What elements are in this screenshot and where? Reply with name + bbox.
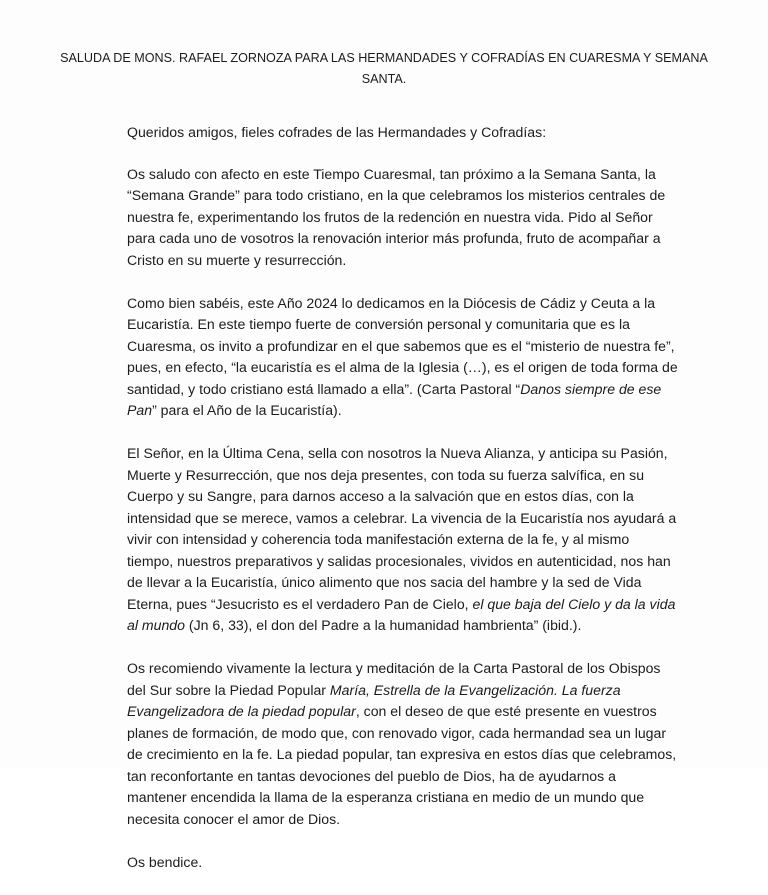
paragraph-3	[127, 443, 679, 637]
paragraph-4	[127, 658, 679, 830]
paragraph-2	[127, 293, 679, 422]
paragraph-4-text-b: , con el deseo de que esté presente en vuestros planes de formación, de modo que, con renovado vigor, cada hermandad sea un lugar de crecimiento en la fe. La piedad popular, tan expresiva en estos días que celebramos, tan reconfortante en tantas devociones del pueblo de Dios, ha de ayudarnos a mantener encendida la llama de la esperanza cristiana en medio de un mundo que necesita conocer el amor de Dios.	[127, 703, 677, 827]
paragraph-3-italic: el que baja del Cielo y da la vida al mundo	[127, 595, 676, 633]
paragraph-3-text-b: (Jn 6, 33), el don del Padre a la humanidad hambrienta” (ibid.).	[184, 617, 582, 633]
paragraph-2-italic: Danos siempre de ese Pan	[127, 380, 662, 418]
document-title: SALUDA DE MONS. RAFAEL ZORNOZA PARA LAS HERMANDADES Y COFRADÍAS EN CUARESMA Y SEMANA SANTA.	[60, 51, 708, 86]
closing-line: Os bendice.	[127, 853, 203, 870]
paragraph-2-text-a: Como bien sabéis, este Año 2024 lo dedicamos en la Diócesis de Cádiz y Ceuta a la Eucaristía. En este tiempo fuerte de conversión personal y comunitaria que es la Cuaresma, os invito a profundizar en el que sabemos que es el “misterio de nuestra fe”, pues, en efecto, “la eucaristía es el alma de la Iglesia (…), es el origen de toda forma de santidad, y todo cristiano está llamado a ella”. (Carta Pastoral “	[127, 294, 678, 397]
paragraph-4-text-a: Os recomiendo vivamente la lectura y meditación de la Carta Pastoral de los Obispos del Sur sobre la Piedad Popular	[127, 660, 661, 698]
paragraph-4-italic: María, Estrella de la Evangelización. La fuerza Evangelizadora de la piedad popular	[127, 681, 621, 719]
document-body	[127, 122, 679, 895]
paragraph-3-text-a: El Señor, en la Última Cena, sella con nosotros la Nueva Alianza, y anticipa su Pasión, Muerte y Resurrección, que nos deja presentes, con toda su fuerza salvífica, en su Cuerpo y su Sangre, para darnos acceso a la salvación que en estos días, con la intensidad que se merece, vamos a celebrar. La vivencia de la Eucaristía nos ayudará a vivir con intensidad y coherencia toda manifestación externa de la fe, y al mismo tiempo, nuestros preparativos y salidas procesionales, vividos en autenticidad, nos han de llevar a la Eucaristía, único alimento que nos sacia del hambre y la sed de Vida Eterna, pues “Jesucristo es el verdadero Pan de Cielo,	[127, 445, 677, 612]
paragraph-2-text-b: ” para el Año de la Eucaristía).	[152, 402, 342, 418]
paragraph-1: Os saludo con afecto en este Tiempo Cuaresmal, tan próximo a la Semana Santa, la “Semana Grande” para todo cristiano, en la que celebramos los misterios centrales de nuestra fe, experimentando los frutos de la redención en nuestra vida. Pido al Señor para cada uno de vosotros la renovación interior más profunda, fruto de acompañar a Cristo en su muerte y resurrección.	[127, 165, 666, 268]
greeting-line: Queridos amigos, fieles cofrades de las Hermandades y Cofradías:	[127, 124, 547, 140]
